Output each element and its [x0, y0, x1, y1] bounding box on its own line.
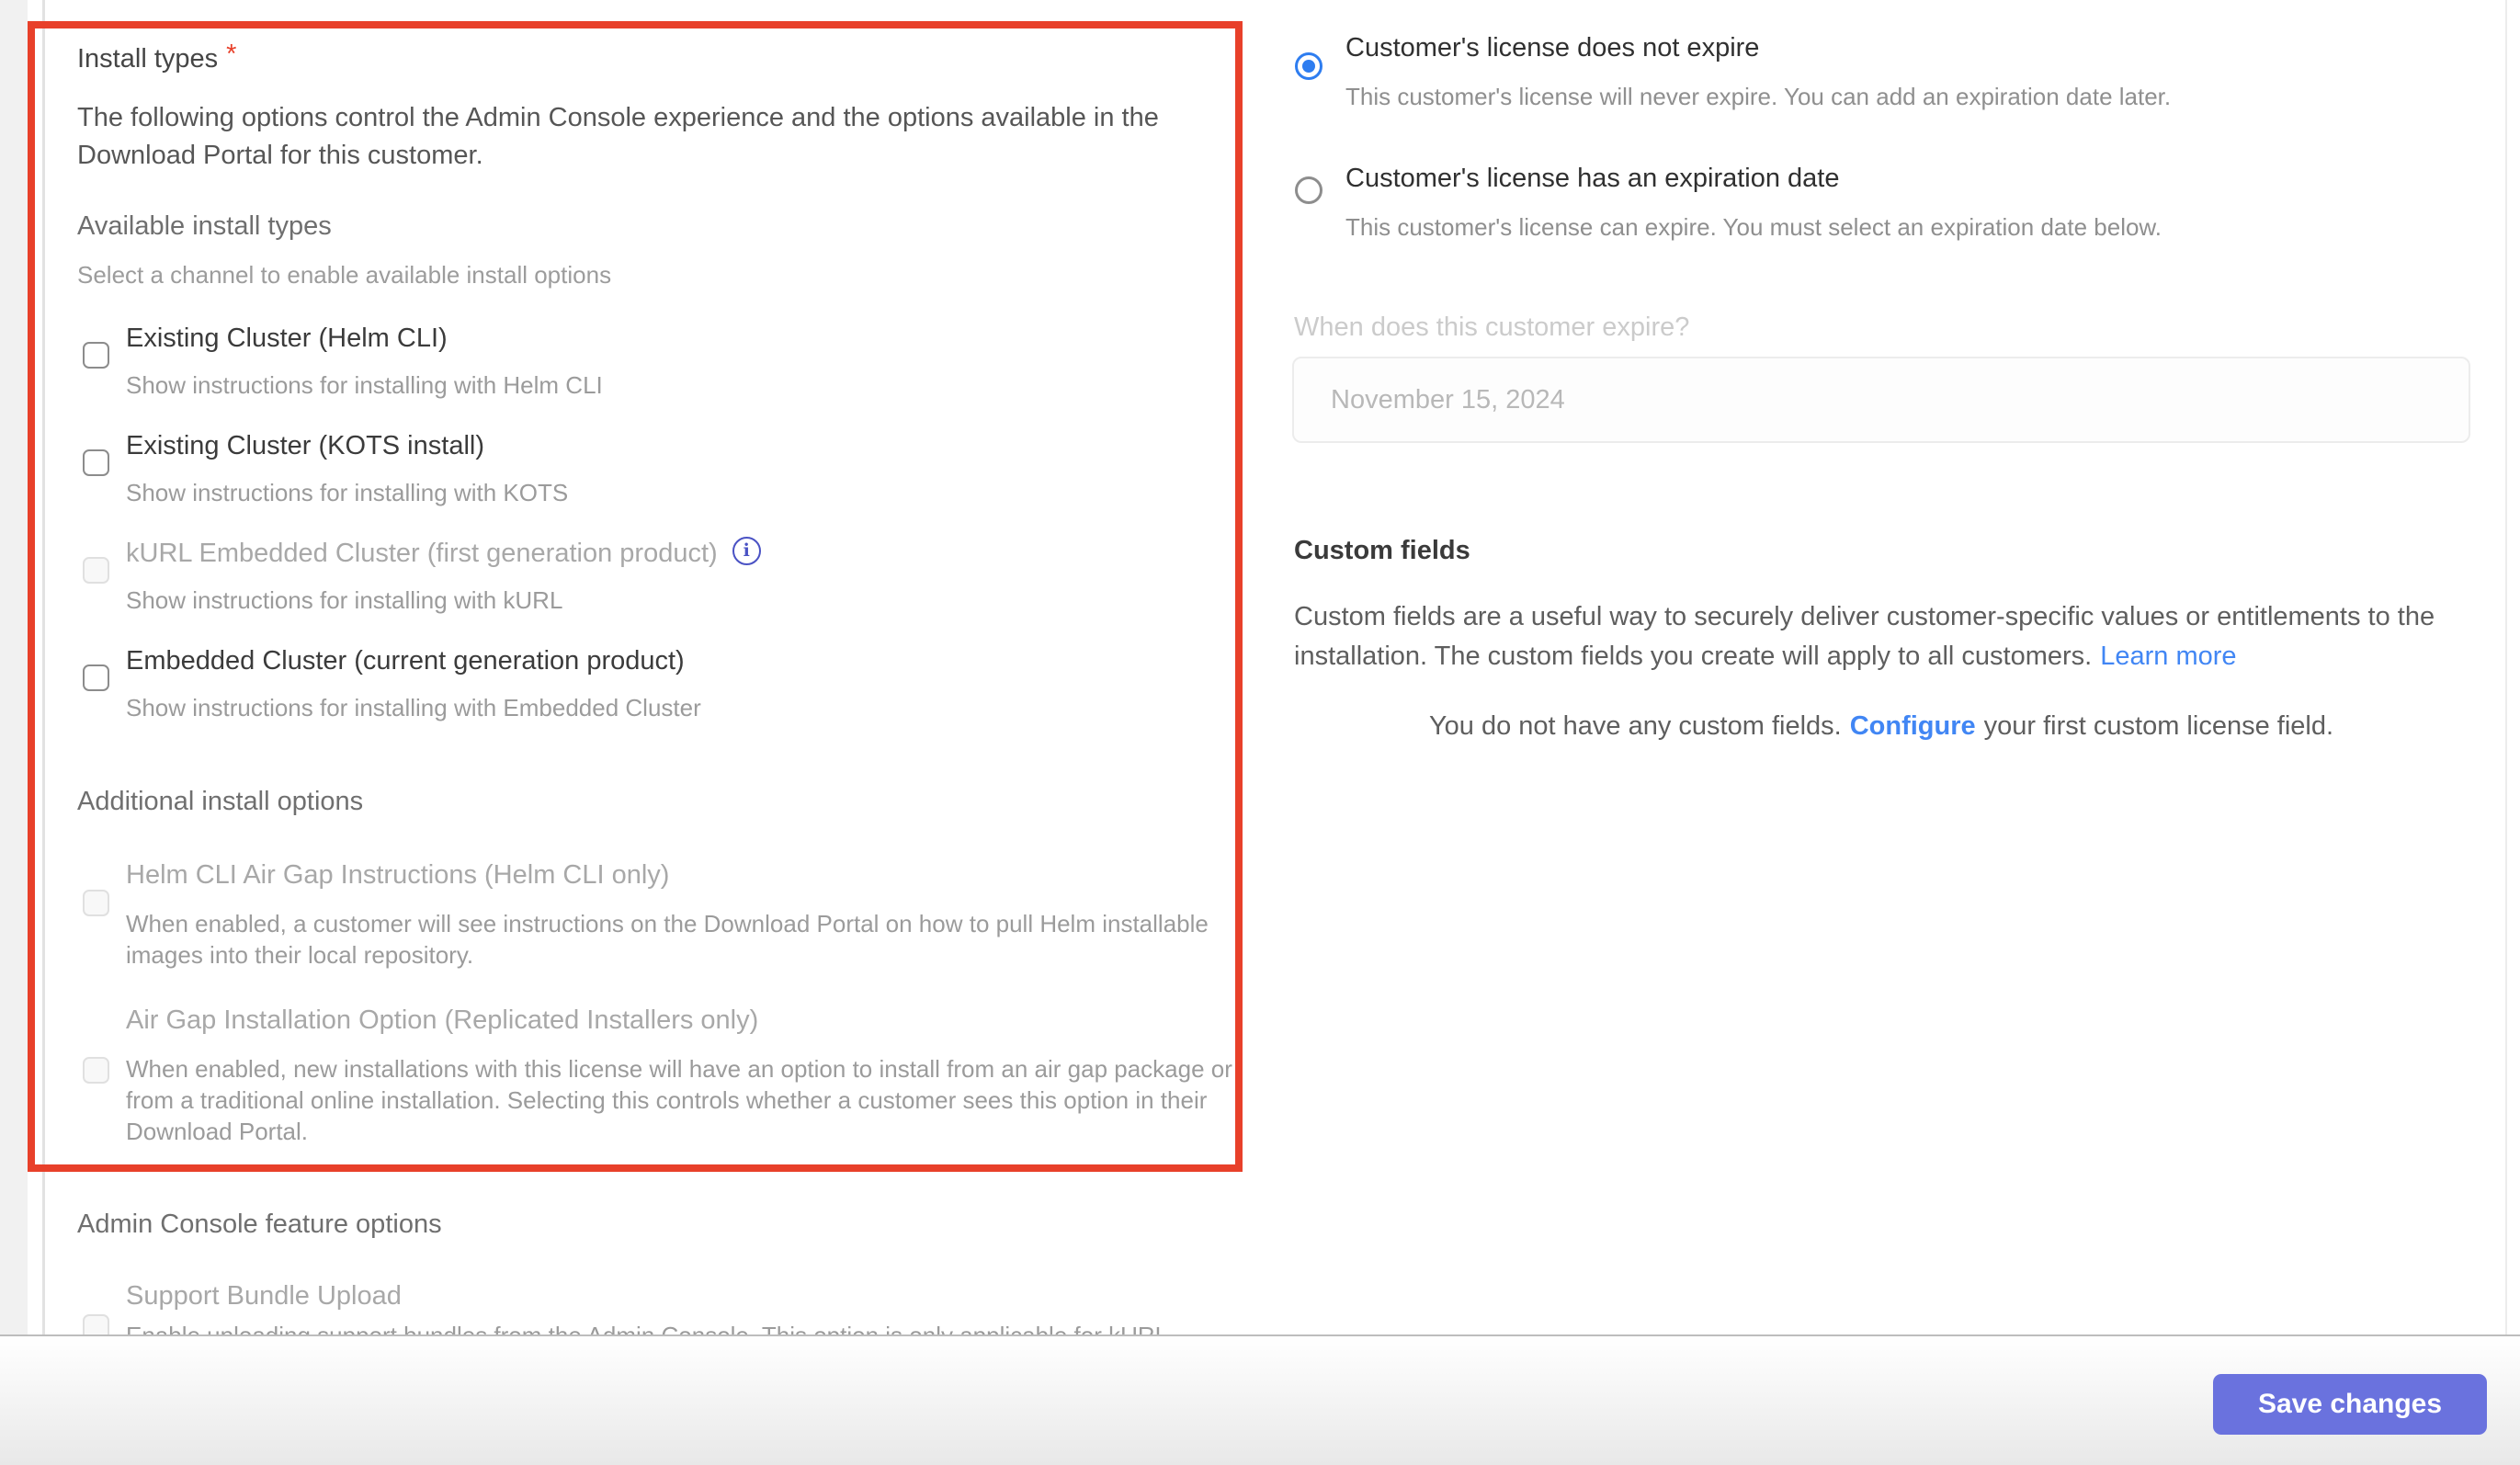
checkbox-existing-cluster-kots[interactable]	[83, 449, 109, 476]
label-helm-cli-air-gap: Helm CLI Air Gap Instructions (Helm CLI only)	[126, 860, 670, 890]
checkbox-existing-cluster-helm-cli[interactable]	[83, 342, 109, 369]
install-types-description: The following options control the Admin Console experience and the options available in the Download Portal for this customer.	[77, 103, 1159, 170]
additional-install-options-heading: Additional install options	[77, 787, 364, 816]
custom-fields-heading: Custom fields	[1294, 536, 1470, 565]
expire-question: When does this customer expire?	[1294, 312, 1690, 342]
desc-kurl-embedded-cluster: Show instructions for installing with kURL	[126, 586, 563, 614]
custom-fields-description	[1294, 597, 2489, 676]
info-icon[interactable]	[732, 537, 761, 565]
checkbox-embedded-cluster[interactable]	[83, 664, 109, 691]
footer-bar	[0, 1336, 2520, 1465]
content-left-divider	[42, 0, 45, 1334]
desc-license-does-not-expire: This customer's license will never expire. You can add an expiration date later.	[1345, 83, 2172, 110]
checkbox-kurl-embedded-cluster[interactable]	[83, 557, 109, 584]
label-existing-cluster-kots: Existing Cluster (KOTS install)	[126, 431, 484, 460]
radio-license-does-not-expire[interactable]	[1295, 52, 1322, 80]
label-license-does-not-expire: Customer's license does not expire	[1345, 33, 1760, 62]
label-kurl-embedded-cluster	[126, 539, 761, 569]
learn-more-link[interactable]: Learn more	[2100, 642, 2237, 671]
desc-license-has-expiration: This customer's license can expire. You must select an expiration date below.	[1345, 213, 2162, 241]
configure-link[interactable]: Configure	[1849, 711, 1976, 741]
checkbox-air-gap-installation-option[interactable]	[83, 1057, 109, 1084]
label-embedded-cluster: Embedded Cluster (current generation product)	[126, 646, 685, 676]
desc-support-bundle-upload	[126, 1320, 1413, 1334]
available-install-types-heading: Available install types	[77, 211, 332, 241]
radio-license-has-expiration[interactable]	[1295, 176, 1322, 204]
scrollbar-track[interactable]	[2505, 0, 2507, 1334]
required-asterisk: *	[226, 40, 237, 69]
save-changes-button[interactable]: Save changes	[2213, 1374, 2487, 1435]
custom-fields-description-text: Custom fields are a useful way to securely deliver customer-specific values or entitlements to the installation. The custom fields you create will apply to all customers.	[1294, 602, 2435, 671]
no-custom-fields-suffix: your first custom license field.	[1983, 711, 2334, 741]
available-install-types-subheading: Select a channel to enable available install options	[77, 261, 612, 289]
checkbox-helm-cli-air-gap[interactable]	[83, 890, 109, 916]
install-types-heading	[77, 40, 237, 74]
label-license-has-expiration: Customer's license has an expiration date	[1345, 164, 1840, 193]
admin-console-feature-options-heading: Admin Console feature options	[77, 1209, 442, 1239]
no-custom-fields-message	[1292, 711, 2470, 742]
desc-existing-cluster-kots: Show instructions for installing with KOTS	[126, 479, 569, 506]
desc-air-gap-installation-option: When enabled, new installations with this license will have an option to install from an air gap package or from a traditional online installation. Selecting this controls whether a customer sees this option in their Download Portal.	[126, 1055, 1232, 1145]
desc-embedded-cluster: Show instructions for installing with Embedded Cluster	[126, 694, 701, 721]
desc-helm-cli-air-gap: When enabled, a customer will see instructions on the Download Portal on how to pull Helm installable images into their local repository.	[126, 910, 1209, 969]
label-support-bundle-upload: Support Bundle Upload	[126, 1281, 402, 1311]
label-kurl-embedded-cluster-text: kURL Embedded Cluster (first generation product)	[126, 539, 718, 568]
left-rail	[0, 0, 28, 1334]
expiration-date-input[interactable]	[1292, 357, 2470, 443]
no-custom-fields-prefix: You do not have any custom fields.	[1428, 711, 1842, 741]
label-air-gap-installation-option: Air Gap Installation Option (Replicated Installers only)	[126, 1005, 759, 1035]
desc-existing-cluster-helm-cli: Show instructions for installing with Helm CLI	[126, 371, 603, 399]
label-existing-cluster-helm-cli: Existing Cluster (Helm CLI)	[126, 324, 448, 353]
install-types-heading-text: Install types	[77, 44, 219, 74]
